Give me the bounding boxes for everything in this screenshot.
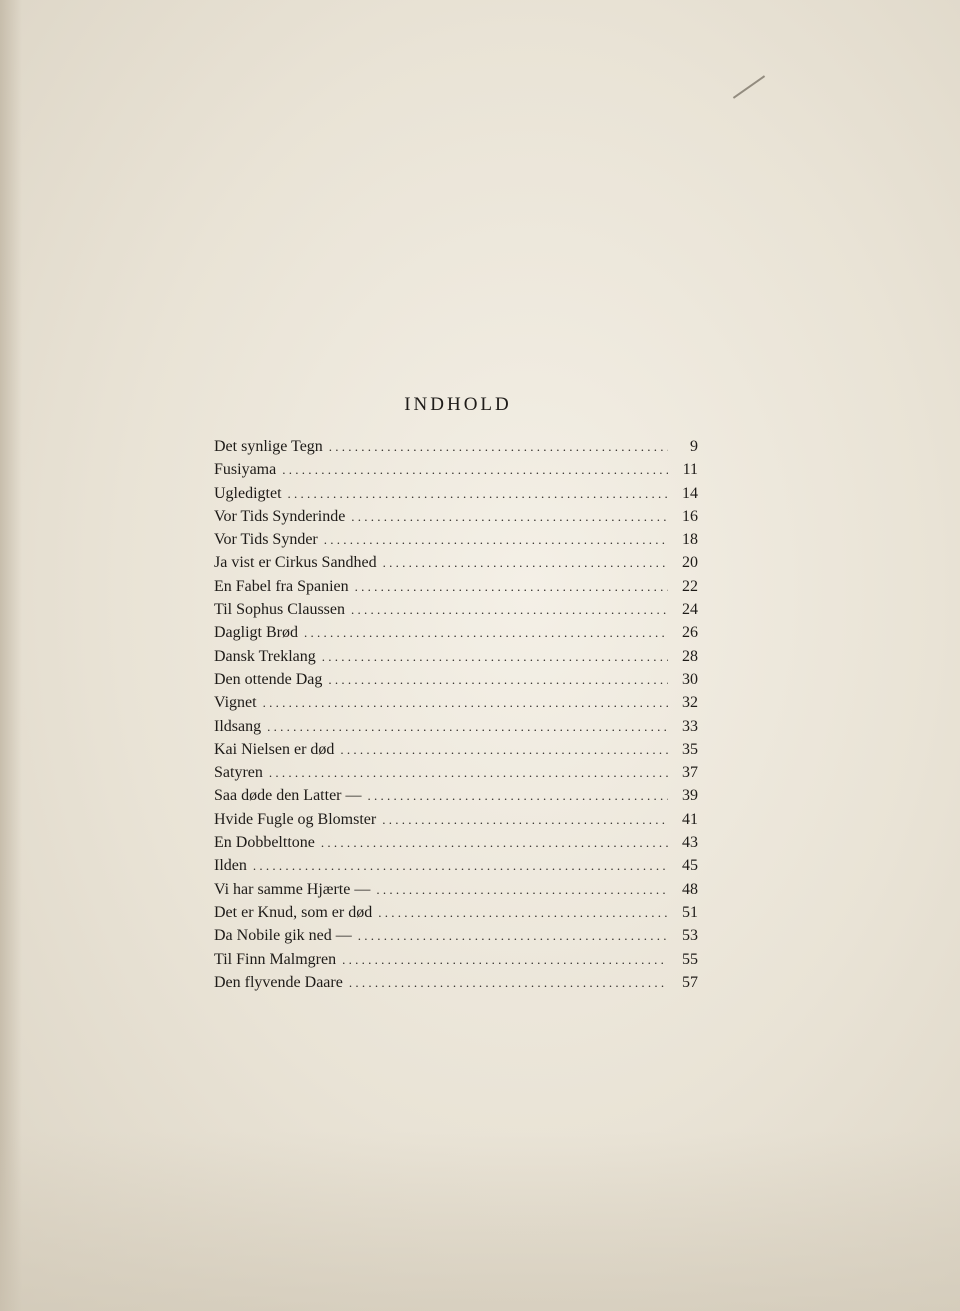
table-of-contents: [214, 438, 698, 997]
toc-entry: [214, 554, 698, 577]
dot-leader: [321, 835, 668, 851]
toc-entry-page-number: 41: [682, 810, 698, 828]
page-shadow: [0, 1131, 960, 1311]
dot-leader: [253, 858, 668, 874]
toc-entry-title: Satyren: [214, 764, 263, 782]
toc-entry-page-number: 48: [682, 880, 698, 898]
dot-leader: [269, 765, 668, 781]
dot-leader: [340, 742, 668, 758]
toc-entry: [214, 438, 698, 461]
toc-entry-page-number: 33: [682, 717, 698, 735]
toc-entry: [214, 578, 698, 601]
toc-entry-page-number: 55: [682, 950, 698, 968]
dot-leader: [329, 439, 668, 455]
toc-entry-title: Det er Knud, som er død: [214, 903, 373, 921]
toc-entry: [214, 834, 698, 857]
toc-entry: [214, 671, 698, 694]
toc-entry-page-number: 35: [682, 740, 698, 758]
dot-leader: [322, 649, 668, 665]
page-binding-edge: [0, 0, 22, 1311]
dot-leader: [383, 555, 668, 571]
toc-entry: [214, 951, 698, 974]
toc-entry-page-number: 32: [682, 694, 698, 712]
dot-leader: [368, 788, 669, 804]
toc-entry-page-number: 37: [682, 764, 698, 782]
toc-entry: [214, 927, 698, 950]
toc-entry-page-number: 14: [682, 484, 698, 502]
toc-entry-page-number: 43: [682, 834, 698, 852]
toc-entry-title: Til Sophus Claussen: [214, 601, 345, 619]
toc-entry-title: Saa døde den Latter —: [214, 787, 362, 805]
toc-entry-title: Dagligt Brød: [214, 624, 298, 642]
toc-entry: [214, 531, 698, 554]
dot-leader: [355, 579, 668, 595]
toc-entry: [214, 508, 698, 531]
toc-entry-title: Da Nobile gik ned —: [214, 927, 352, 945]
toc-entry: [214, 881, 698, 904]
toc-entry: [214, 857, 698, 880]
toc-entry-page-number: 11: [682, 461, 698, 479]
toc-entry-title: Ildsang: [214, 717, 262, 735]
dot-leader: [324, 532, 668, 548]
toc-entry-title: Hvide Fugle og Blomster: [214, 810, 377, 828]
toc-entry: [214, 974, 698, 997]
dot-leader: [288, 486, 668, 502]
toc-entry-title: En Dobbelttone: [214, 834, 315, 852]
toc-entry-title: Vignet: [214, 694, 257, 712]
toc-entry: [214, 648, 698, 671]
toc-entry-page-number: 9: [690, 438, 698, 455]
toc-entry-title: Kai Nielsen er død: [214, 740, 335, 758]
toc-entry-page-number: 24: [682, 601, 698, 619]
dot-leader: [263, 695, 668, 711]
toc-entry: [214, 718, 698, 741]
toc-entry-page-number: 16: [682, 507, 698, 525]
dot-leader: [376, 882, 668, 898]
toc-entry-title: Til Finn Malmgren: [214, 950, 337, 968]
toc-entry-page-number: 39: [682, 787, 698, 805]
toc-entry: [214, 485, 698, 508]
dot-leader: [342, 952, 668, 968]
dot-leader: [328, 672, 668, 688]
toc-entry: [214, 694, 698, 717]
dot-leader: [378, 905, 668, 921]
toc-entry-title: Ilden: [214, 857, 247, 875]
dot-leader: [351, 602, 668, 618]
toc-entry-page-number: 28: [682, 647, 698, 665]
toc-entry-page-number: 57: [682, 973, 698, 991]
toc-entry-title: Ugledigtet: [214, 484, 282, 502]
dot-leader: [351, 509, 668, 525]
toc-entry-page-number: 18: [682, 531, 698, 549]
toc-entry: [214, 904, 698, 927]
toc-entry: [214, 624, 698, 647]
toc-entry-title: Vor Tids Synder: [214, 531, 318, 549]
dot-leader: [382, 812, 668, 828]
toc-entry: [214, 601, 698, 624]
toc-entry-title: Det synlige Tegn: [214, 438, 323, 455]
toc-entry-title: Vi har samme Hjærte —: [214, 880, 371, 898]
toc-entry-title: Dansk Treklang: [214, 647, 316, 665]
toc-entry: [214, 461, 698, 484]
contents-heading: INDHOLD: [404, 394, 512, 415]
toc-entry-page-number: 30: [682, 670, 698, 688]
dot-leader: [282, 462, 668, 478]
dot-leader: [349, 975, 668, 991]
dot-leader: [304, 625, 668, 641]
toc-entry-page-number: 53: [682, 927, 698, 945]
toc-entry-title: Ja vist er Cirkus Sandhed: [214, 554, 377, 572]
toc-entry: [214, 741, 698, 764]
toc-entry: [214, 787, 698, 810]
toc-entry-title: Fusiyama: [214, 461, 277, 479]
toc-entry-page-number: 20: [682, 554, 698, 572]
toc-entry-title: Vor Tids Synderinde: [214, 507, 346, 525]
toc-entry-title: Den ottende Dag: [214, 670, 323, 688]
toc-entry-page-number: 45: [682, 857, 698, 875]
toc-entry-title: Den flyvende Daare: [214, 973, 343, 991]
toc-entry: [214, 811, 698, 834]
pencil-mark: [733, 75, 765, 98]
toc-entry-page-number: 51: [682, 903, 698, 921]
dot-leader: [267, 719, 668, 735]
toc-entry-page-number: 26: [682, 624, 698, 642]
toc-entry: [214, 764, 698, 787]
toc-entry-page-number: 22: [682, 577, 698, 595]
toc-entry-title: En Fabel fra Spanien: [214, 577, 349, 595]
dot-leader: [358, 928, 668, 944]
